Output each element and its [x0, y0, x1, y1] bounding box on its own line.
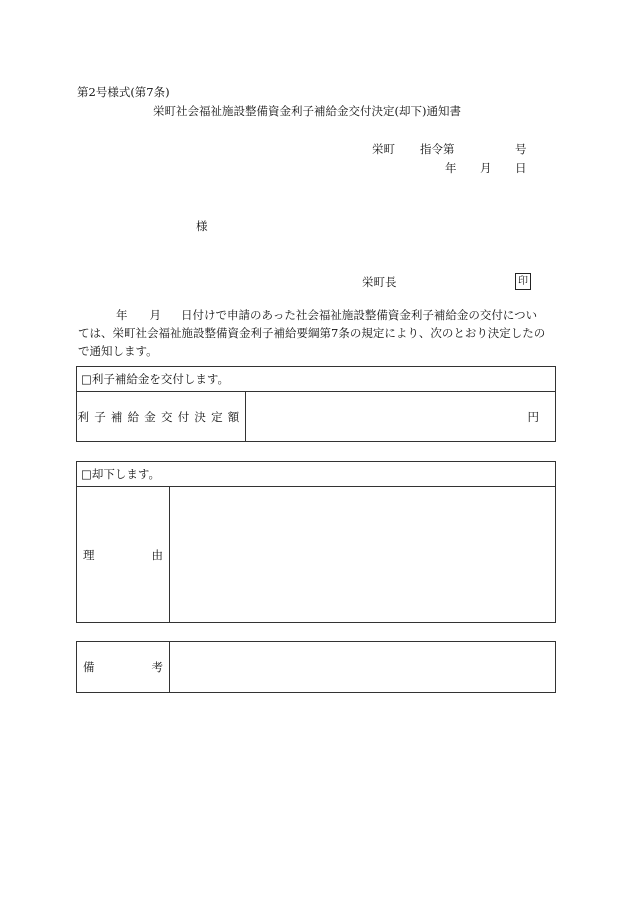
rejection-checkbox-label[interactable]: □却下します。 [77, 462, 555, 487]
reason-label-char-1: 理 [83, 548, 95, 562]
seal-stamp-mark: 印 [515, 273, 531, 290]
grant-checkbox-label[interactable]: □利子補給金を交付します。 [77, 367, 555, 392]
grant-amount-unit: 円 [527, 410, 539, 424]
remarks-label-char-2: 考 [151, 660, 163, 674]
rejection-reason-label [77, 487, 170, 623]
body-line-1 [78, 306, 560, 324]
rejection-reason-row [77, 487, 555, 623]
reason-label-char-2: 由 [151, 548, 163, 562]
grant-amount-row [77, 392, 555, 442]
body-line-1-text: 日付けで申請のあった社会福祉施設整備資金利子補給金の交付につい [181, 308, 538, 322]
remarks-label [77, 642, 170, 692]
grant-section [76, 366, 556, 442]
body-month-label: 月 [149, 308, 161, 322]
rejection-reason-field[interactable] [170, 487, 555, 623]
body-line-2: ては、栄町社会福祉施設整備資金利子補給要綱第7条の規定により、次のとおり決定したの [78, 326, 546, 340]
issuer-title: 栄町長 [362, 275, 397, 289]
directive-number-prefix: 指令第 [420, 142, 455, 156]
rejection-section [76, 461, 556, 623]
body-year-label: 年 [116, 308, 128, 322]
reference-office: 栄町 [372, 142, 395, 156]
remarks-row [77, 642, 555, 692]
grant-amount-label: 利子補給金交付決定額 [77, 392, 246, 442]
body-line-3: で通知します。 [78, 344, 158, 358]
date-day-label: 日 [515, 161, 527, 175]
remarks-field[interactable] [170, 642, 555, 692]
directive-number-suffix: 号 [515, 142, 527, 156]
remarks-section [76, 641, 556, 693]
date-year-label: 年 [445, 161, 457, 175]
form-number: 第2号様式(第7条) [77, 85, 170, 99]
remarks-label-char-1: 備 [83, 660, 95, 674]
document-title: 栄町社会福祉施設整備資金利子補給金交付決定(却下)通知書 [153, 104, 461, 118]
addressee-honorific: 様 [196, 219, 208, 233]
date-month-label: 月 [480, 161, 492, 175]
notice-body [78, 306, 560, 360]
grant-amount-field[interactable] [246, 392, 555, 442]
